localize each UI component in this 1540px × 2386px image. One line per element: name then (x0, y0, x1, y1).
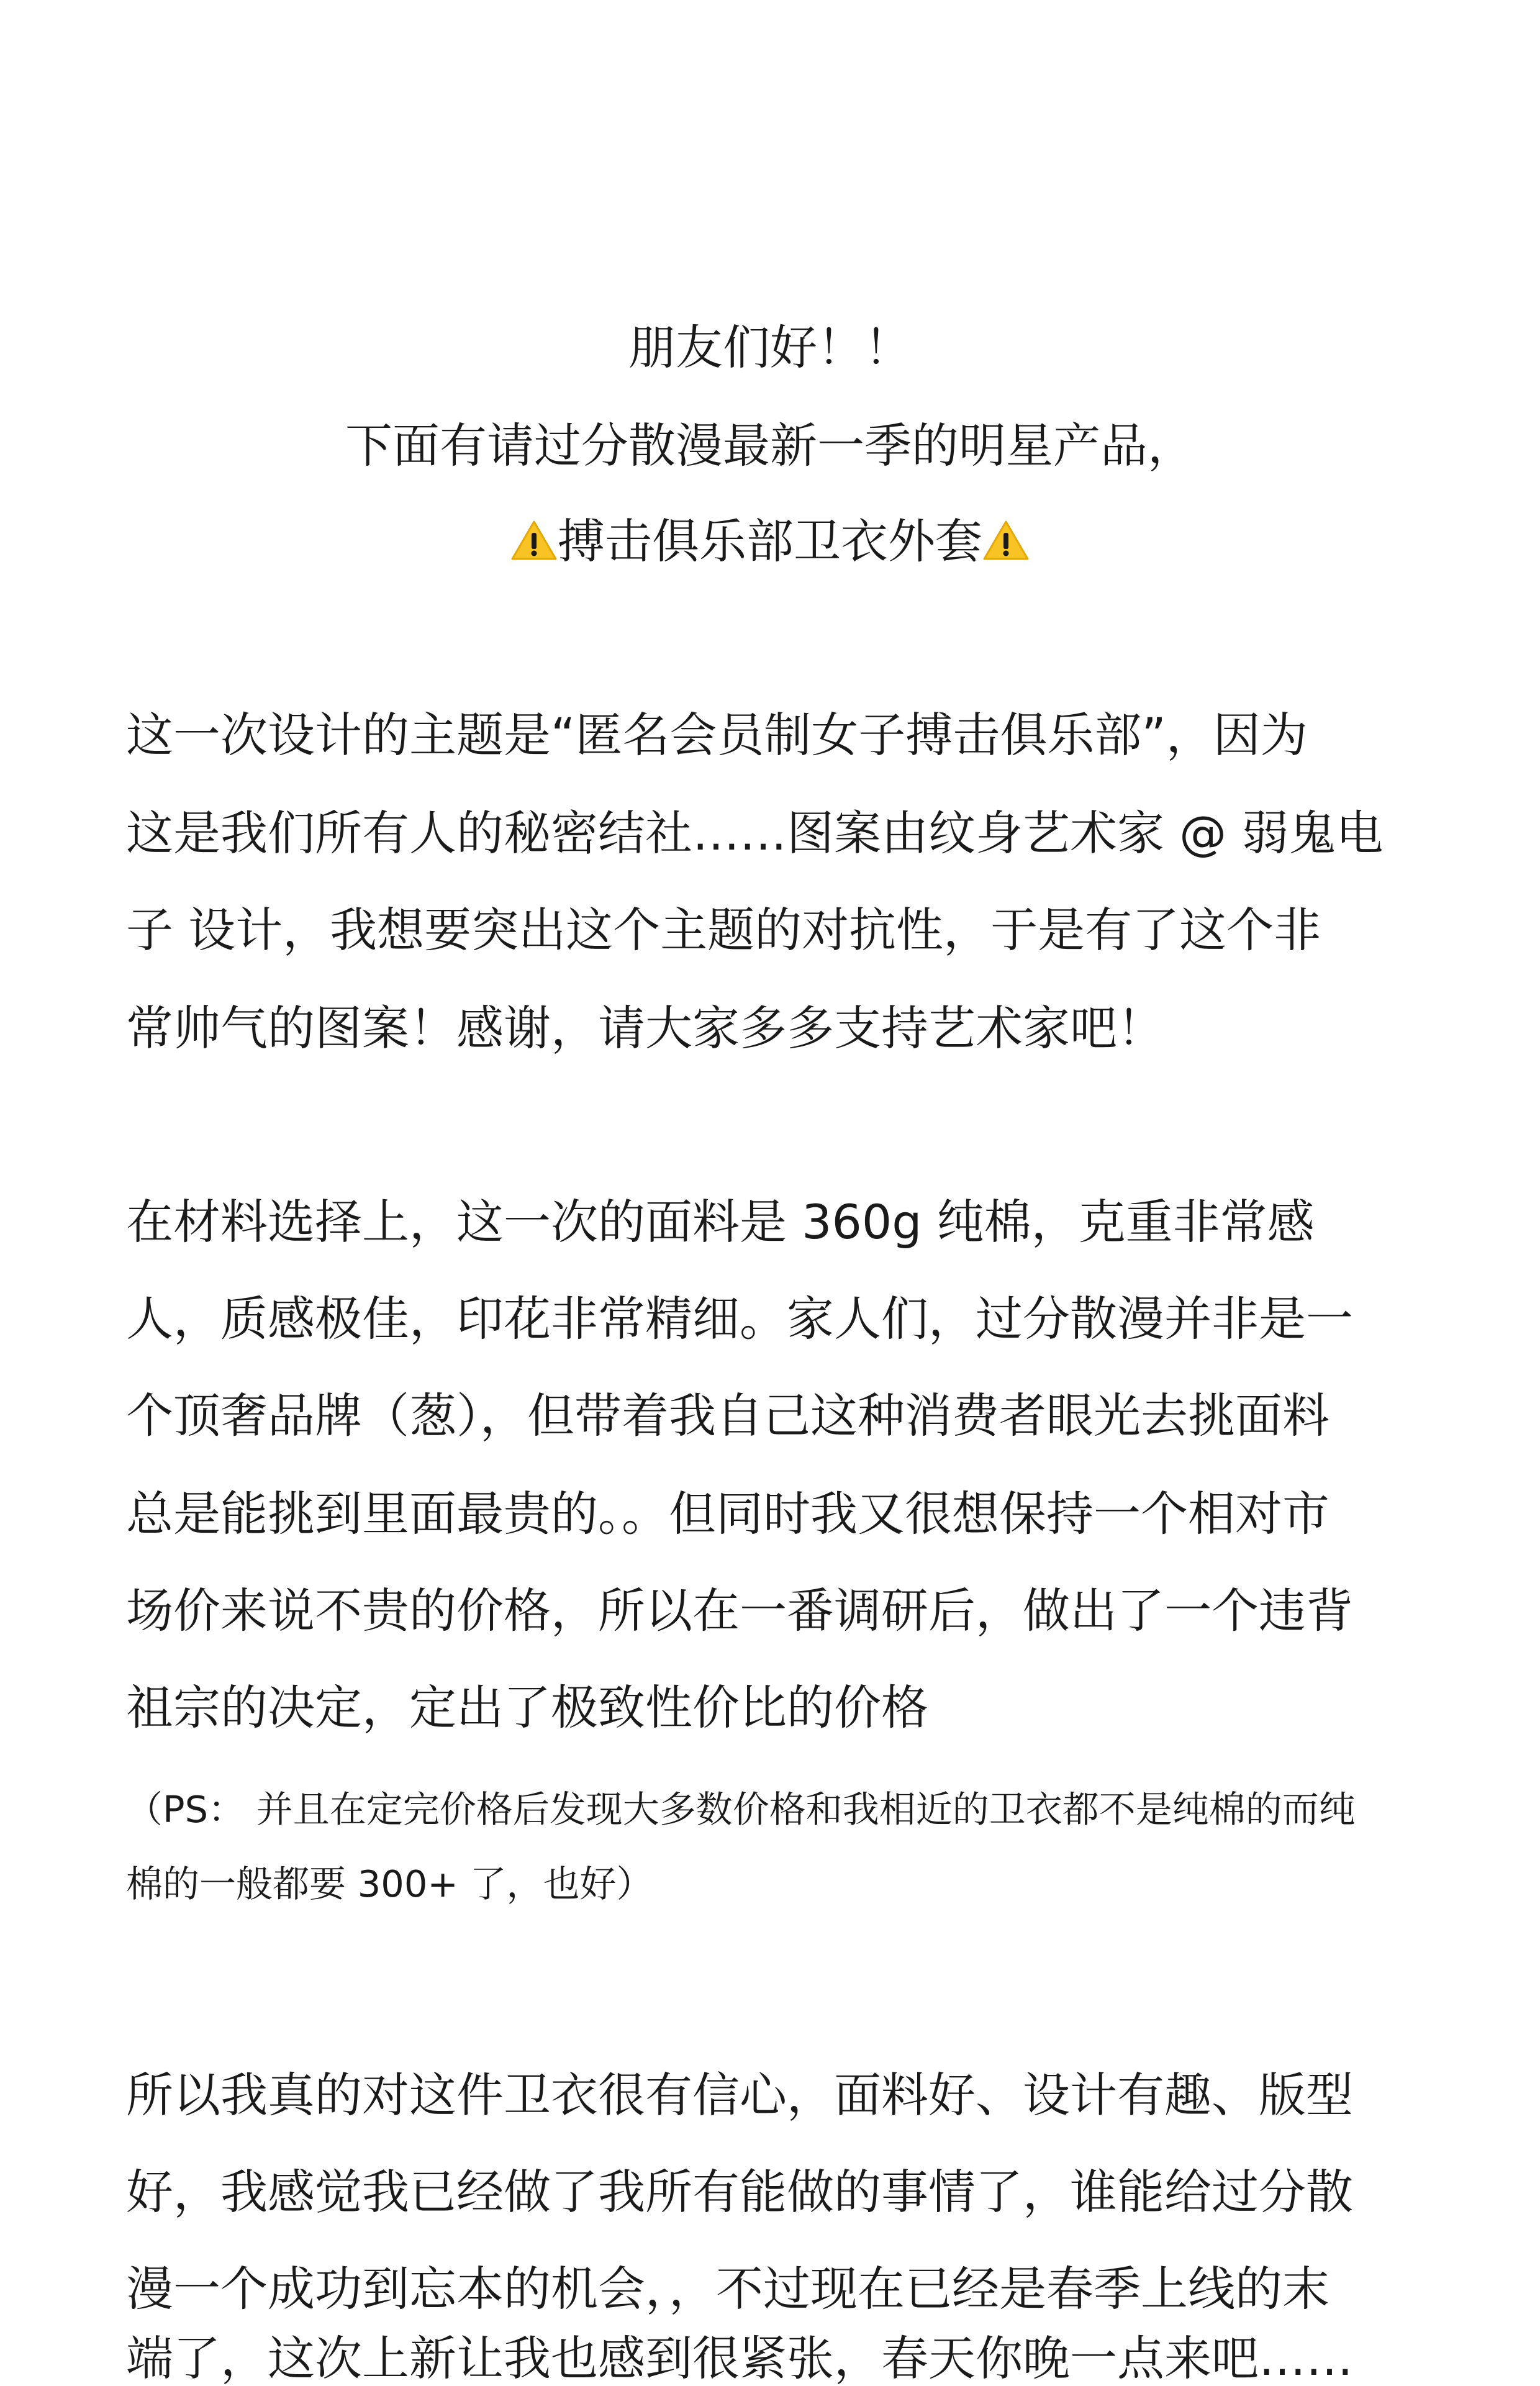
product-title-line (0, 514, 1540, 569)
paragraph-line: 场价来说不贵的价格，所以在一番调研后，做出了一个违背 (126, 1583, 1353, 1638)
product-title: 搏击俱乐部卫衣外套 (558, 514, 982, 569)
greeting-line (0, 320, 1540, 375)
paragraph-line: 祖宗的决定，定出了极致性价比的价格 (126, 1680, 928, 1735)
warning-icon (510, 519, 558, 561)
intro-line (0, 418, 1540, 473)
paragraph-line: 端了，这次上新让我也感到很紧张，春天你晚一点来吧…… (126, 2331, 1353, 2386)
ps-note-line: （PS： 并且在定完价格后发现大多数价格和我相近的卫衣都不是纯棉的而纯 (126, 1788, 1356, 1831)
paragraph-line: 所以我真的对这件卫衣很有信心，面料好、设计有趣、版型 (126, 2067, 1353, 2123)
ps-note-line: 棉的一般都要 300+ 了，也好） (126, 1862, 653, 1905)
paragraph-line: 好，我感觉我已经做了我所有能做的事情了，谁能给过分散 (126, 2164, 1353, 2220)
paragraph-line: 这一次设计的主题是“匿名会员制女子搏击俱乐部”，因为 (126, 707, 1308, 763)
paragraph-line: 子 设计，我想要突出这个主题的对抗性，于是有了这个非 (126, 902, 1321, 958)
paragraph-line: 总是能挑到里面最贵的。。但同时我又很想保持一个相对市 (126, 1486, 1329, 1541)
paragraph-line: 在材料选择上，这一次的面料是 360g 纯棉，克重非常感 (126, 1194, 1315, 1250)
paragraph-line: 这是我们所有人的秘密结社……图案由纹身艺术家 @ 弱鬼电 (126, 805, 1384, 861)
paragraph-line: 常帅气的图案！感谢，请大家多多支持艺术家吧！ (126, 1000, 1164, 1056)
paragraph-line: 人，质感极佳，印花非常精细。家人们，过分散漫并非是一 (126, 1291, 1353, 1346)
intro-text: 下面有请过分散漫最新一季的明星产品， (345, 418, 1195, 473)
warning-icon (982, 519, 1030, 561)
paragraph-line: 漫一个成功到忘本的机会，，不过现在已经是春季上线的末 (126, 2261, 1329, 2316)
greeting-text: 朋友们好！！ (628, 320, 912, 375)
paragraph-line: 个顶奢品牌（葱），但带着我自己这种消费者眼光去挑面料 (126, 1388, 1329, 1443)
